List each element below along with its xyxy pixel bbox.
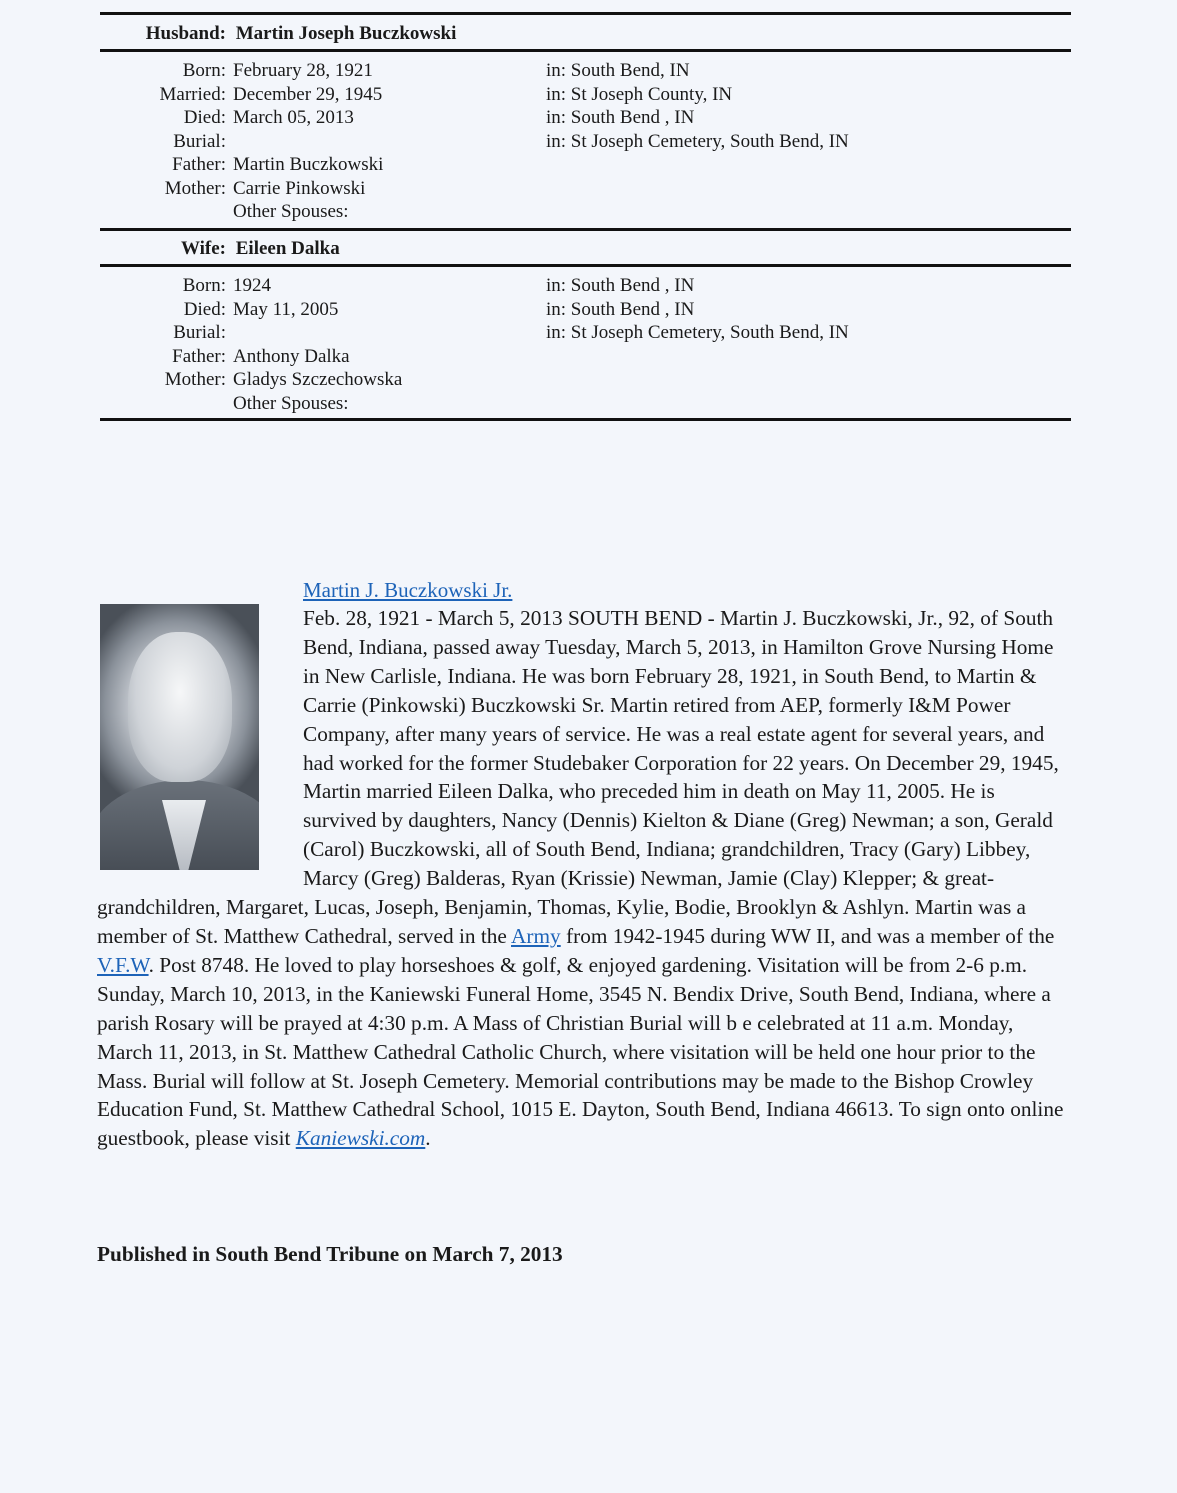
- wife-rule: [100, 264, 1071, 267]
- husband-row: [100, 177, 1071, 201]
- field-label: Burial:: [173, 322, 226, 343]
- field-location: in: South Bend , IN: [546, 298, 695, 320]
- wife-row: [100, 298, 1071, 322]
- field-label: Died:: [183, 298, 226, 320]
- top-rule: [100, 12, 1071, 15]
- husband-label: Husband:: [145, 23, 226, 44]
- field-value: Martin Buczkowski: [233, 154, 384, 175]
- bottom-rule: [100, 418, 1071, 421]
- field-label: Father:: [172, 345, 226, 367]
- field-value: Anthony Dalka: [233, 345, 350, 367]
- wife-name: Eileen Dalka: [235, 238, 340, 259]
- army-link[interactable]: Army: [511, 923, 561, 948]
- field-location: in: South Bend, IN: [546, 60, 690, 81]
- published-line: Published in South Bend Tribune on March 7, 2013: [97, 1242, 563, 1266]
- field-value: March 05, 2013: [233, 107, 354, 128]
- field-value: May 11, 2005: [233, 298, 339, 320]
- field-label: Died:: [183, 107, 226, 128]
- field-value: 1924: [233, 275, 271, 296]
- wife-row: [100, 368, 1071, 392]
- wife-row: [100, 274, 1071, 298]
- wife-row: [100, 345, 1071, 369]
- field-location: in: South Bend , IN: [546, 107, 695, 128]
- field-value: Carrie Pinkowski: [233, 177, 366, 199]
- wife-label: Wife:: [180, 238, 226, 259]
- wife-heading: [100, 237, 340, 261]
- field-location: in: South Bend , IN: [546, 275, 695, 296]
- field-label: Burial:: [173, 130, 226, 152]
- husband-row: [100, 59, 1071, 83]
- field-label: Born:: [182, 60, 226, 81]
- obituary-text-part-4: .: [425, 1126, 431, 1151]
- obituary-title-link[interactable]: Martin J. Buczkowski Jr.: [303, 578, 513, 602]
- husband-row: [100, 106, 1071, 130]
- field-label: Mother:: [164, 177, 226, 199]
- husband-rule: [100, 49, 1071, 52]
- obituary-text-part-2: from 1942-1945 during WW II, and was a member of the: [560, 923, 1055, 948]
- field-location: in: St Joseph Cemetery, South Bend, IN: [546, 322, 849, 343]
- husband-row: [100, 83, 1071, 107]
- vfw-link[interactable]: V.F.W: [97, 952, 149, 977]
- field-label: Father:: [172, 154, 226, 175]
- field-value: Other Spouses:: [233, 201, 349, 222]
- field-location: in: St Joseph Cemetery, South Bend, IN: [546, 130, 849, 152]
- field-value: Other Spouses:: [233, 392, 349, 414]
- wife-row: [100, 392, 1071, 416]
- husband-heading: [100, 22, 456, 46]
- husband-name: Martin Joseph Buczkowski: [235, 23, 457, 44]
- field-value: Gladys Szczechowska: [233, 369, 403, 390]
- kaniewski-link[interactable]: Kaniewski.com: [295, 1126, 426, 1151]
- husband-row: [100, 153, 1071, 177]
- husband-row: [100, 130, 1071, 154]
- field-value: December 29, 1945: [233, 83, 383, 105]
- field-label: Married:: [159, 83, 226, 105]
- field-location: in: St Joseph County, IN: [546, 83, 733, 105]
- obituary-text-part-1: Feb. 28, 1921 - March 5, 2013 SOUTH BEND - Martin J. Buczkowski, Jr., 92, of South Bend, Indiana, passed away Tuesday, March 5, 2013, in Hamilton Grove Nursing Home in New Carlisle, Indiana. He was born February 28, 1921, in South Bend, to Martin & Carrie (Pinkowski) Buczkowski Sr. Martin retired from AEP, formerly I&M Power Company, after many years of service. He was a real estate agent for several years, and had worked for the former Studebaker Corporation for 22 years. On December 29, 1945, Martin married Eileen Dalka, who preceded him in death on May 11, 2005. He is survived by daughters, Nancy (Dennis) Kielton & Diane (Greg) Newman; a son, Gerald (Carol) Buczkowski, all of South Bend, Indiana; grandchildren, Tracy (Gary) Libbey, Marcy (Greg) Balderas, Ryan (Krissie) Newman, Jamie (Clay) Klepper; & great-grandchildren, Margaret, Lucas, Joseph, Benjamin, Thomas, Kylie, Bodie, Brooklyn & Ashlyn. Martin was a member of St. Matthew Cathedral, served in the: [97, 606, 1059, 948]
- wife-top-rule: [100, 228, 1071, 231]
- field-label: Mother:: [164, 369, 226, 390]
- field-value: February 28, 1921: [233, 60, 373, 81]
- obituary-text-part-3: . Post 8748. He loved to play horseshoes & golf, & enjoyed gardening. Visitation will be from 2-6 p.m. Sunday, March 10, 2013, in the Kaniewski Funeral Home, 3545 N. Bendix Drive, South Bend, Indiana, where a parish Rosary will be prayed at 4:30 p.m. A Mass of Christian Burial will b e celebrated at 11 a.m. Monday, March 11, 2013, in St. Matthew Cathedral Catholic Church, where visitation will be held one hour prior to the Mass. Burial will follow at St. Joseph Cemetery. Memorial contributions may be made to the Bishop Crowley Education Fund, St. Matthew Cathedral School, 1015 E. Dayton, South Bend, Indiana 46613. To sign onto online guestbook, please visit: [97, 952, 1064, 1151]
- wife-row: [100, 321, 1071, 345]
- obituary-text: [97, 604, 1072, 1153]
- field-label: Born:: [182, 275, 226, 296]
- husband-row: [100, 200, 1071, 224]
